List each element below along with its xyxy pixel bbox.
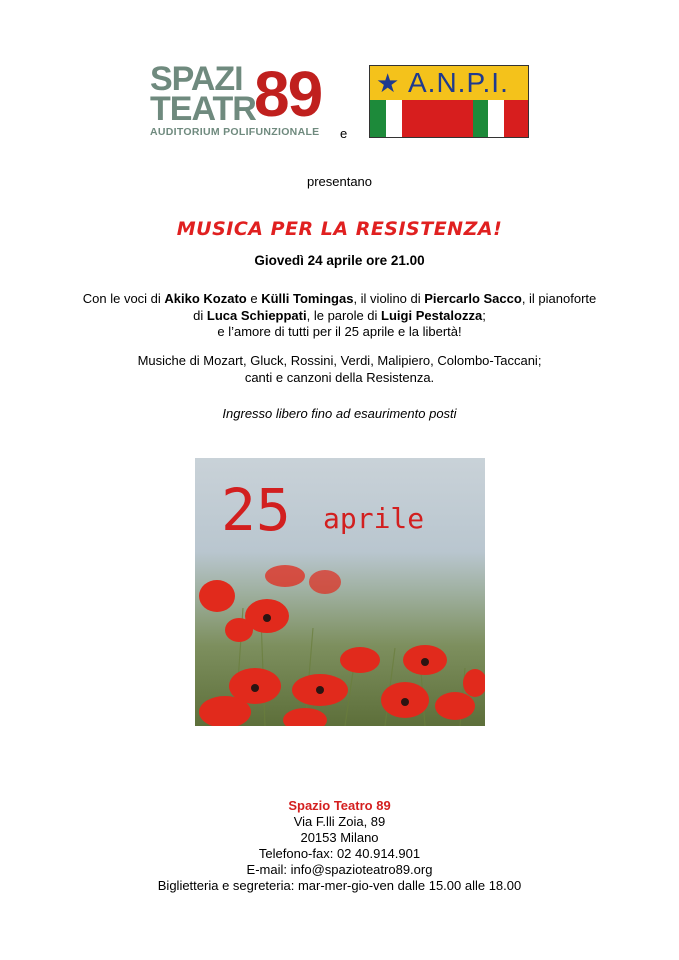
intro-text: presentano: [306, 174, 373, 189]
performers-line-2: di Luca Schieppati, le parole di Luigi Pestalozza;: [193, 307, 486, 323]
performers-line-3: e l’amore di tutti per il 25 aprile e la libertà!: [217, 324, 462, 339]
performer-name: Luigi Pestalozza: [381, 307, 483, 323]
logo-word-spazio: SPAZI: [150, 60, 243, 98]
poster-word: aprile: [323, 502, 425, 535]
venue-hours: Biglietteria e segreteria: mar-mer-gio-ven dalle 15.00 alle 18.00: [157, 878, 522, 893]
spazio-teatro-89-logo: [150, 58, 330, 140]
event-date: Giovedì 24 aprile ore 21.00: [254, 253, 425, 268]
performer-name: Piercarlo Sacco: [424, 291, 522, 306]
logo-word-teatro: TEATR: [150, 90, 256, 128]
logo-conjunction: e: [340, 126, 348, 141]
performer-name: Külli Tomingas: [261, 291, 354, 306]
venue-name: Spazio Teatro 89: [288, 798, 391, 813]
entry-note: Ingresso libero fino ad esaurimento posti: [222, 406, 457, 421]
venue-city: 20153 Milano: [300, 830, 379, 845]
venue-contacts: [0, 798, 679, 894]
logo-subtitle: AUDITORIUM POLIFUNZIONALE: [150, 126, 320, 138]
music-line-1: Musiche di Mozart, Gluck, Rossini, Verdi, Malipiero, Colombo-Taccani;: [137, 353, 542, 368]
poster-number: 25: [221, 476, 291, 544]
venue-phone: Telefono-fax: 02 40.914.901: [258, 846, 421, 861]
logo-number: 89: [254, 58, 322, 130]
performers-paragraph: [0, 291, 679, 341]
venue-street: Via F.lli Zoia, 89: [293, 814, 386, 829]
event-title: MUSICA PER LA RESISTENZA!: [176, 218, 503, 240]
anpi-text: A.N.P.I.: [408, 67, 509, 98]
italian-flag-stripes: [370, 100, 528, 138]
performers-line-1: Con le voci di Akiko Kozato e Külli Tomingas, il violino di Piercarlo Sacco, il pianoforte: [82, 291, 597, 306]
performer-name: Luca Schieppati: [206, 307, 307, 323]
poppy-poster-image: [195, 458, 485, 726]
anpi-logo: [369, 65, 529, 138]
venue-email: E-mail: info@spazioteatro89.org: [246, 862, 433, 877]
anpi-banner: [370, 66, 528, 100]
music-line-2: canti e canzoni della Resistenza.: [244, 369, 435, 385]
star-icon: ★: [376, 68, 400, 98]
header-logos: [0, 58, 679, 142]
performer-name: Akiko Kozato: [164, 291, 247, 306]
music-paragraph: [0, 353, 679, 386]
